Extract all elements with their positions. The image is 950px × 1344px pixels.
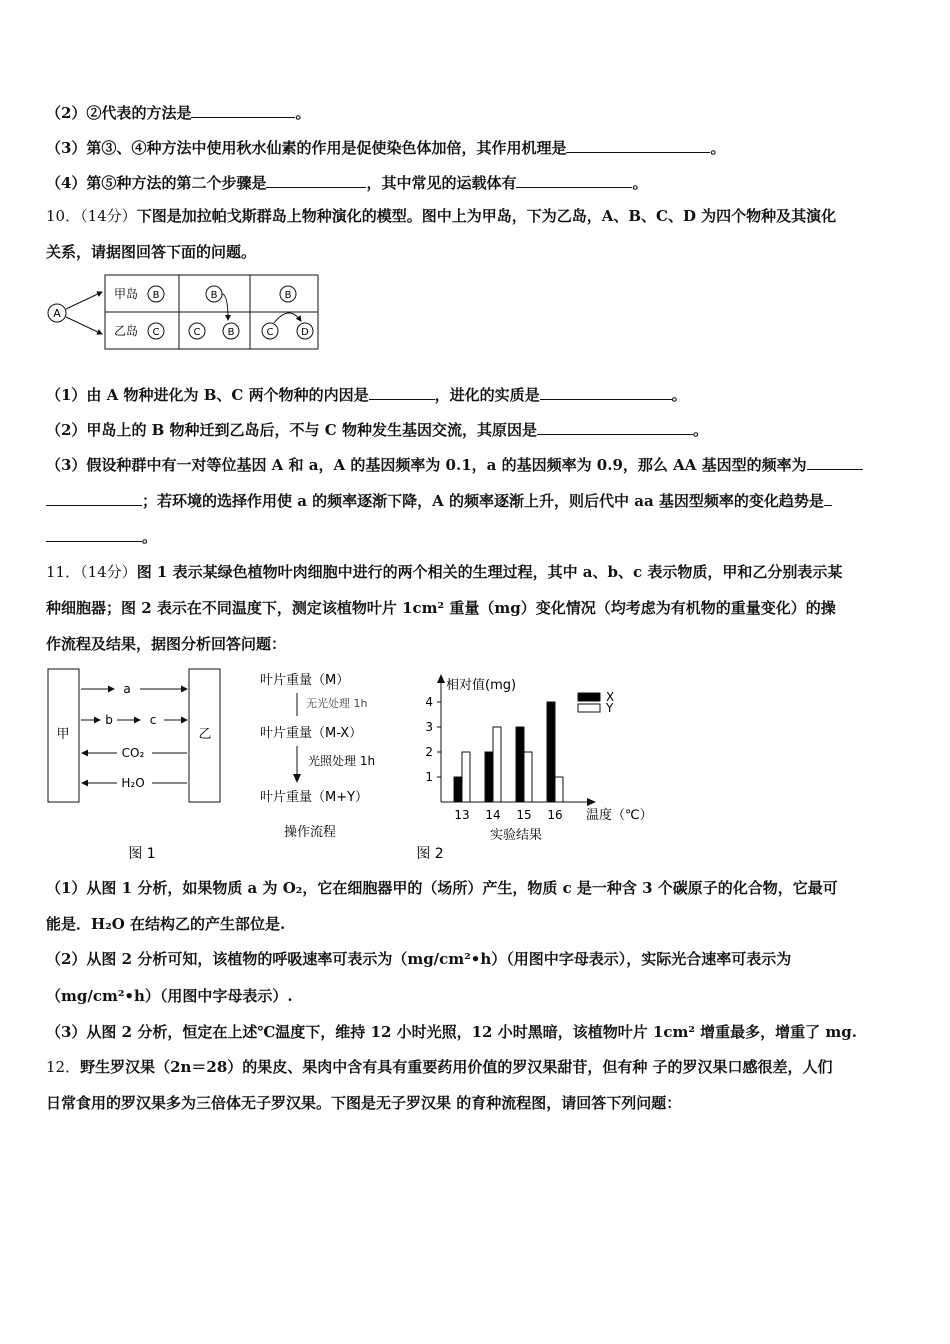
svg-text:b: b	[105, 713, 113, 727]
answer-blank[interactable]	[46, 526, 142, 542]
legend-swatch-y	[578, 704, 600, 712]
q10-part3: （3）假设种群中有一对等位基因 A 和 a，A 的基因频率为 0.1，a 的基因频率为 0.9，那么 AA 基因型的频率为	[46, 454, 863, 475]
flow-step-1: 叶片重量（M）	[260, 673, 350, 688]
x-tick-label: 16	[547, 808, 563, 822]
figure-2-bar-chart	[410, 666, 660, 866]
bar-y-13	[462, 752, 470, 802]
species-evolution-diagram	[44, 272, 324, 354]
q10-stem: 10．（14分）下图是加拉帕戈斯群岛上物种演化的模型。图中上为甲岛，下为乙岛，A、B、C、D 为四个物种及其演化	[46, 207, 837, 225]
x-tick-label: 15	[516, 808, 532, 822]
answer-blank[interactable]	[807, 454, 863, 470]
flow-op-2: 光照处理 1h	[308, 754, 376, 768]
q11-stem-cont: 种细胞器；图 2 表示在不同温度下，测定该植物叶片 1cm² 重量（mg）变化情况（均考虑为有机物的重量变化）的操	[46, 599, 836, 617]
q10-part3-end: 。	[46, 526, 157, 547]
bar-x-16	[547, 702, 555, 802]
organelle-jia-label: 甲	[56, 727, 70, 742]
bar-y-14	[493, 727, 501, 802]
q10-stem-cont: 关系，请据图回答下面的问题。	[46, 243, 257, 261]
q9-part2: （2）②代表的方法是 。	[46, 104, 311, 122]
organelle-yi-label: 乙	[198, 727, 212, 742]
y-tick-label: 2	[425, 745, 433, 759]
q11-part1: （1）从图 1 分析，如果物质 a 为 O₂，它在细胞器甲的（场所）产生，物质 c 是一种含 3 个碳原子的化合物，它最可	[46, 879, 838, 897]
bar-x-13	[454, 777, 462, 802]
legend-label-y: Y	[606, 701, 614, 715]
flow-step-2: 叶片重量（M-X）	[260, 726, 363, 741]
svg-text:c: c	[149, 713, 157, 727]
flow-caption: 操作流程	[283, 825, 337, 840]
y-axis-arrow	[437, 674, 445, 683]
island-jia-label: 甲岛	[114, 287, 139, 301]
q11-stem-end: 作流程及结果，据图分析回答问题：	[46, 635, 287, 653]
bar-y-16	[555, 777, 563, 802]
answer-blank[interactable]	[369, 384, 435, 400]
svg-text:B: B	[210, 290, 218, 301]
bar-x-14	[485, 752, 493, 802]
answer-blank[interactable]	[540, 384, 672, 400]
answer-blank[interactable]	[537, 419, 693, 435]
figure-2-caption: 图 2	[416, 846, 444, 862]
bar-x-15	[516, 727, 524, 802]
y-axis-label: 相对值(mg)	[446, 678, 517, 693]
answer-blank[interactable]	[516, 172, 632, 188]
q11-part3: （3）从图 2 分析，恒定在上述℃温度下，维持 12 小时光照，12 小时黑暗，该植物叶片 1cm² 增重最多，增重了 mg.	[46, 1023, 857, 1041]
figure-1-caption: 图 1	[128, 846, 156, 862]
svg-text:H₂O: H₂O	[121, 776, 145, 790]
svg-text:a: a	[123, 682, 131, 696]
x-tick-label: 14	[485, 808, 501, 822]
q12-stem-cont: 日常食用的罗汉果多为三倍体无子罗汉果。下图是无子罗汉果 的育种流程图，请回答下列问题：	[46, 1094, 682, 1112]
bar-y-15	[524, 752, 532, 802]
svg-text:C: C	[266, 327, 274, 338]
svg-text:D: D	[301, 327, 309, 338]
svg-text:C: C	[193, 327, 201, 338]
legend-label-x: X	[606, 690, 615, 704]
q10-part3-cont: ；若环境的选择作用使 a 的频率逐渐下降，A 的频率逐渐上升，则后代中 aa 基因型频率的变化趋势是	[46, 490, 832, 511]
chart-caption: 实验结果	[489, 828, 543, 843]
flow-op-1: 无光处理 1h	[306, 697, 368, 710]
q9-part4: （4）第⑤种方法的第二个步骤是 ，其中常见的运载体有 。	[46, 174, 648, 192]
svg-text:C: C	[152, 327, 160, 338]
answer-blank[interactable]	[46, 490, 142, 506]
svg-text:B: B	[227, 327, 235, 338]
flow-step-3: 叶片重量（M+Y）	[260, 790, 369, 805]
operation-flow-diagram	[256, 666, 406, 846]
figure-1-organelle-diagram	[44, 666, 234, 866]
q9-part3: （3）第③、④种方法中使用秋水仙素的作用是促使染色体加倍，其作用机理是 。	[46, 139, 726, 157]
q10-part2: （2）甲岛上的 B 物种迁到乙岛后，不与 C 物种发生基因交流，其原因是 。	[46, 421, 708, 439]
q12-stem: 12．野生罗汉果（2n＝28）的果皮、果肉中含有具有重要药用价值的罗汉果甜苷，但有种 子的罗汉果口感很差，人们	[46, 1058, 833, 1076]
x-axis-arrow	[587, 798, 596, 806]
species-a-label: A	[53, 307, 61, 320]
q11-part1-cont: 能是．H₂O 在结构乙的产生部位是.	[46, 915, 286, 933]
x-tick-label: 13	[454, 808, 470, 822]
answer-blank[interactable]	[566, 137, 710, 153]
q11-part2-cont: （mg/cm²•h）（用图中字母表示）.	[46, 987, 293, 1005]
y-tick-label: 1	[425, 770, 433, 784]
q11-stem: 11．（14分）图 1 表示某绿色植物叶肉细胞中进行的两个相关的生理过程，其中 a、b、c 表示物质，甲和乙分别表示某	[46, 563, 843, 581]
answer-blank[interactable]	[824, 490, 832, 506]
y-tick-label: 3	[425, 720, 433, 734]
answer-blank[interactable]	[266, 172, 366, 188]
svg-text:B: B	[284, 290, 292, 301]
svg-text:B: B	[152, 290, 160, 301]
island-yi-label: 乙岛	[114, 324, 139, 338]
x-axis-label: 温度（℃）	[586, 808, 653, 823]
q11-part2: （2）从图 2 分析可知，该植物的呼吸速率可表示为（mg/cm²•h）（用图中字母表示），实际光合速率可表示为	[46, 950, 792, 968]
answer-blank[interactable]	[191, 102, 295, 118]
y-tick-label: 4	[425, 695, 433, 709]
legend-swatch-x	[578, 693, 600, 701]
svg-text:CO₂: CO₂	[121, 746, 145, 760]
q10-part1: （1）由 A 物种进化为 B、C 两个物种的内因是 ，进化的实质是 。	[46, 386, 687, 404]
